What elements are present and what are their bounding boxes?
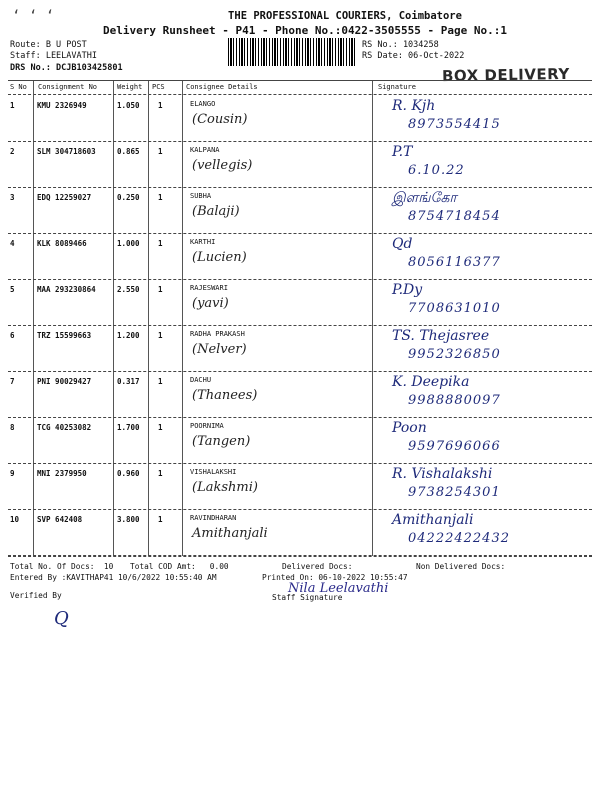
route-label: Route: B U POST [10,40,87,50]
row-signature: R. Kjh [392,98,436,114]
row-consignment-no: SLM 304718603 [37,147,96,156]
non-delivered-docs: Non Delivered Docs: [416,562,506,571]
rs-date: RS Date: 06-Oct-2022 [362,51,465,61]
row-weight: 3.800 [117,515,140,524]
row-signature: K. Deepika [392,374,470,390]
row-signature: Poon [392,420,427,436]
company-title: THE PROFESSIONAL COURIERS, Coimbatore [228,10,462,22]
row-weight: 1.050 [117,101,140,110]
row-pcs: 1 [158,469,163,478]
total-docs: Total No. Of Docs: 10 [10,562,114,571]
staff-signature-hand: Nila Leelavathi [288,581,389,596]
row-divider [8,371,592,372]
barcode [228,38,356,66]
row-consignment-no: SVP 642408 [37,515,83,524]
row-pcs: 1 [158,193,163,202]
row-weight: 1.700 [117,423,140,432]
row-consignee-note: Amithanjali [192,526,268,541]
row-divider [8,417,592,418]
row-consignment-no: MNI 2379950 [37,469,87,478]
verifier-mark: Q [54,608,69,629]
row-consignee-note: (Tangen) [192,434,251,449]
row-signature-phone: 8056116377 [408,255,501,270]
row-consignee-note: (Nelver) [192,342,247,357]
row-divider [8,463,592,464]
row-consignment-no: MAA 293230864 [37,285,96,294]
row-sno: 9 [10,469,15,478]
row-divider [8,141,592,142]
row-signature: இளங்கோ [392,190,457,206]
staff-label: Staff: LEELAVATHI [10,51,97,61]
row-signature: R. Vishalakshi [392,466,493,482]
col-pcs: PCS [152,83,165,91]
row-consignee-note: (yavi) [192,296,229,311]
row-signature-phone: 8754718454 [408,209,501,224]
row-consignee-note: (Thanees) [192,388,258,403]
row-consignee-name: DACHU [190,376,212,384]
delivered-docs: Delivered Docs: [282,562,353,571]
row-consignee-name: KARTHI [190,238,216,246]
margin-marks: ʻ ʻ ʻ [12,8,55,24]
row-signature-phone: 8973554415 [408,117,501,132]
printed-on: Printed On: 06-10-2022 10:55:47 [262,573,408,582]
box-delivery-stamp: BOX DELIVERY [441,64,570,86]
row-divider [8,279,592,280]
row-divider [8,509,592,510]
row-signature: Qd [392,236,413,252]
row-divider [8,187,592,188]
row-weight: 0.865 [117,147,140,156]
col-weight: Weight [117,83,143,91]
col-divider [182,81,183,556]
row-sno: 10 [10,515,20,524]
row-pcs: 1 [158,515,163,524]
row-signature: TS. Thejasree [392,328,490,344]
col-divider [113,81,114,556]
row-consignee-note: (vellegis) [192,158,253,173]
row-weight: 1.200 [117,331,140,340]
row-consignee-note: (Lakshmi) [192,480,258,495]
row-signature: Amithanjali [392,512,474,528]
row-pcs: 1 [158,423,163,432]
row-signature-phone: 04222422432 [408,531,510,546]
row-consignment-no: PNI 90029427 [37,377,92,386]
row-divider [8,325,592,326]
col-consignee: Consignee Details [186,83,258,91]
col-consignment: Consignment No [38,83,98,91]
rs-number: RS No.: 1034258 [362,40,439,50]
row-signature-phone: 9738254301 [408,485,501,500]
col-sno: S No [10,83,27,91]
row-consignee-note: (Balaji) [192,204,240,219]
row-consignment-no: KMU 2326949 [37,101,87,110]
row-pcs: 1 [158,147,163,156]
row-divider [8,233,592,234]
row-consignee-note: (Lucien) [192,250,247,265]
col-signature: Signature [378,83,416,91]
total-cod: Total COD Amt: 0.00 [130,562,229,571]
row-pcs: 1 [158,239,163,248]
row-weight: 0.960 [117,469,140,478]
row-signature-phone: 9988880097 [408,393,501,408]
row-weight: 1.000 [117,239,140,248]
verified-by: Verified By [10,591,62,600]
row-consignment-no: TRZ 15599663 [37,331,92,340]
row-sno: 6 [10,331,15,340]
row-sno: 8 [10,423,15,432]
runsheet-title: Delivery Runsheet - P41 - Phone No.:0422-3505555 - Page No.:1 [103,24,507,37]
row-signature-phone: 9597696066 [408,439,501,454]
row-consignee-name: RAVINDHARAN [190,514,237,522]
footer-rule [8,556,592,557]
row-consignee-name: POORNIMA [190,422,224,430]
header-bottom-rule [8,94,592,95]
row-consignee-name: RAJESWARI [190,284,228,292]
row-signature: P.T [392,144,413,160]
row-sno: 7 [10,377,15,386]
row-consignee-name: RADHA PRAKASH [190,330,245,338]
row-consignment-no: KLK 8089466 [37,239,87,248]
row-weight: 2.550 [117,285,140,294]
row-sno: 5 [10,285,15,294]
col-divider [372,81,373,556]
row-signature-phone: 6.10.22 [408,163,465,178]
row-signature-phone: 7708631010 [408,301,501,316]
row-pcs: 1 [158,285,163,294]
header-top-rule [8,80,592,81]
row-consignee-name: KALPANA [190,146,220,154]
row-pcs: 1 [158,331,163,340]
row-signature: P.Dy [392,282,423,298]
entered-by: Entered By :KAVITHAP41 10/6/2022 10:55:40 AM [10,573,217,582]
row-consignment-no: EDQ 12259027 [37,193,92,202]
row-sno: 1 [10,101,15,110]
row-pcs: 1 [158,377,163,386]
row-sno: 2 [10,147,15,156]
row-sno: 3 [10,193,15,202]
drs-number: DRS No.: DCJB103425801 [10,63,123,73]
row-weight: 0.317 [117,377,140,386]
row-consignee-name: ELANGO [190,100,216,108]
col-divider [33,81,34,556]
row-consignee-name: VISHALAKSHI [190,468,237,476]
row-consignment-no: TCG 40253082 [37,423,92,432]
row-pcs: 1 [158,101,163,110]
row-weight: 0.250 [117,193,140,202]
staff-signature-label: Staff Signature [272,593,343,602]
row-signature-phone: 9952326850 [408,347,501,362]
row-consignee-note: (Cousin) [192,112,248,127]
row-sno: 4 [10,239,15,248]
row-consignee-name: SUBHA [190,192,212,200]
col-divider [148,81,149,556]
